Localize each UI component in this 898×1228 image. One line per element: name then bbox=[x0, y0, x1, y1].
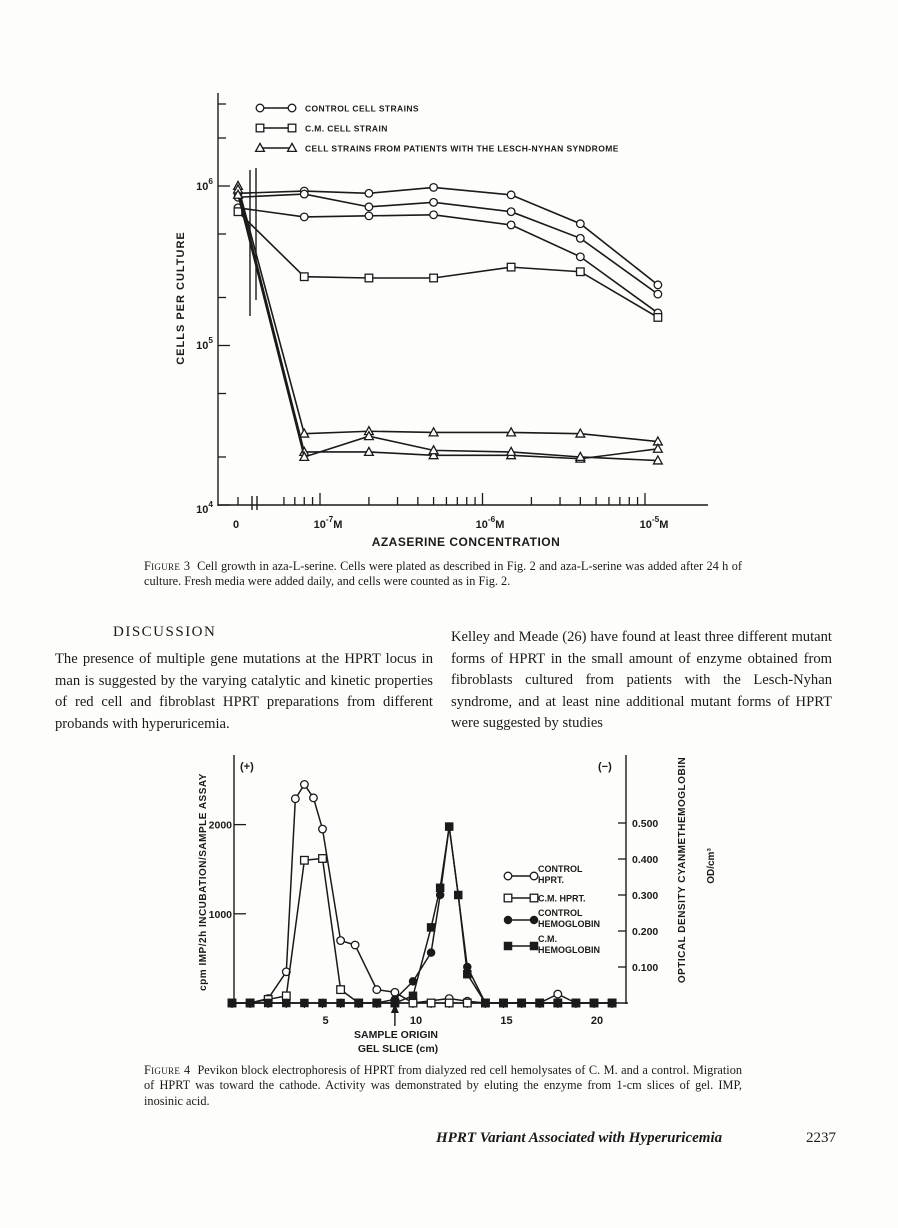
figure-3-caption bbox=[144, 559, 742, 590]
circle-point bbox=[577, 253, 585, 261]
square-point bbox=[300, 273, 308, 281]
filled-square-point bbox=[446, 823, 453, 830]
x-tick-label: 20 bbox=[590, 1015, 604, 1027]
x-tick-label: 5 bbox=[322, 1015, 329, 1027]
legend-marker bbox=[504, 916, 511, 923]
x-tick-label-unit: M bbox=[333, 519, 343, 531]
open-square-point bbox=[427, 999, 435, 1007]
circle-point bbox=[430, 184, 438, 192]
figure-4-plus-label: (+) bbox=[240, 761, 254, 773]
circle-point bbox=[507, 208, 515, 216]
series-line bbox=[238, 212, 658, 318]
figure-4-chart bbox=[0, 740, 898, 1065]
legend-marker bbox=[530, 942, 537, 949]
circle-point bbox=[365, 189, 373, 197]
figure-4-caption-text: Pevikon block electrophoresis of HPRT from dialyzed red cell hemolysates of C. M. and a control. Migration of HPRT was toward the cathode. Activity was demonstrated by eluting the enzyme from 1-cm slices of gel. IMP, inosinic acid. bbox=[144, 1063, 742, 1108]
x-tick-label-unit: M bbox=[659, 519, 669, 531]
right-y2-tick-label: 0.300 bbox=[632, 890, 659, 902]
legend-marker bbox=[530, 916, 537, 923]
x-tick-label: 10 bbox=[409, 1015, 423, 1027]
filled-square-point bbox=[373, 999, 380, 1006]
page-number: 2237 bbox=[806, 1130, 836, 1146]
running-title: HPRT Variant Associated with Hyperuricemia bbox=[436, 1130, 723, 1146]
figure-3-caption-text: Cell growth in aza-L-serine. Cells were plated as described in Fig. 2 and aza-L-serine was added after 24 h of culture. Fresh media were added daily, and cells were counted as in Fig. 2. bbox=[144, 559, 742, 589]
figure-3-axes bbox=[196, 93, 708, 531]
legend-label: CONTROL CELL STRAINS bbox=[305, 103, 419, 114]
open-circle-point bbox=[292, 795, 300, 803]
x-tick-label-exponent: -6 bbox=[487, 514, 496, 524]
legend-marker bbox=[288, 104, 296, 112]
figure-3-chart bbox=[0, 0, 898, 560]
legend-label: C.M. CELL STRAIN bbox=[305, 123, 388, 134]
figure-4-legend bbox=[504, 864, 600, 955]
circle-point bbox=[577, 235, 585, 243]
circle-point bbox=[300, 213, 308, 221]
circle-point bbox=[365, 203, 373, 211]
legend-label: HEMOGLOBIN bbox=[538, 919, 600, 929]
filled-square-point bbox=[518, 999, 525, 1006]
open-circle-point bbox=[351, 941, 359, 949]
figure-4-caption bbox=[144, 1063, 742, 1109]
x-tick-label-unit: M bbox=[495, 519, 505, 531]
filled-square-point bbox=[247, 999, 254, 1006]
open-circle-point bbox=[373, 986, 381, 994]
filled-square-point bbox=[337, 999, 344, 1006]
filled-square-point bbox=[265, 999, 272, 1006]
circle-point bbox=[507, 191, 515, 199]
left-y-tick-label: 1000 bbox=[208, 908, 232, 921]
y-tick-label-exponent: 4 bbox=[208, 499, 213, 509]
filled-square-point bbox=[391, 999, 398, 1006]
figure-4-y2-axis-label: OPTICAL DENSITY CYANMETHEMOGLOBIN bbox=[677, 756, 688, 984]
figure-3-caption-label: Figure 3 bbox=[144, 559, 191, 573]
filled-square-point bbox=[572, 999, 579, 1006]
open-square-point bbox=[445, 999, 453, 1007]
square-point bbox=[577, 268, 585, 276]
series-line bbox=[238, 187, 658, 284]
legend-marker bbox=[530, 894, 538, 902]
open-circle-point bbox=[301, 781, 309, 789]
y-tick-label: $10^5$ bbox=[196, 335, 213, 352]
figure-3-series bbox=[234, 181, 663, 464]
circle-point bbox=[430, 211, 438, 219]
open-square-point bbox=[464, 999, 472, 1007]
legend-label: CONTROL bbox=[538, 864, 583, 874]
legend-marker bbox=[256, 124, 264, 132]
figure-3-legend bbox=[256, 104, 619, 154]
discussion-column-left: The presence of multiple gene mutations at the HPRT locus in man is suggested by the varying catalytic and kinetic properties of red cell and fibroblast HPRT preparations from different probands with hyperuricemia. bbox=[55, 651, 433, 732]
square-point bbox=[234, 208, 242, 216]
open-square-point bbox=[409, 999, 417, 1007]
x-tick-label: $10^{-5}M$ bbox=[639, 514, 669, 531]
circle-point bbox=[654, 290, 662, 298]
circle-point bbox=[577, 220, 585, 228]
open-circle-point bbox=[319, 825, 327, 833]
legend-label: HEMOGLOBIN bbox=[538, 945, 600, 955]
filled-square-point bbox=[455, 891, 462, 898]
circle-point bbox=[365, 212, 373, 220]
right-y2-tick-label: 0.200 bbox=[632, 926, 659, 938]
y-tick-label: $10^4$ bbox=[196, 499, 213, 516]
open-square-point bbox=[283, 992, 291, 1000]
legend-label: HPRT. bbox=[538, 875, 565, 885]
discussion-column-right: Kelley and Meade (26) have found at least three different mutant forms of HPRT in the small amount of enzyme obtained from fibroblasts cultured from patients with the Lesch-Nyhan syndrome, and at least nine additional mutant forms of HPRT were suggested by studies bbox=[451, 629, 832, 731]
legend-marker bbox=[288, 124, 296, 132]
legend-label: CELL STRAINS FROM PATIENTS WITH THE LESCH-NYHAN SYNDROME bbox=[305, 143, 619, 154]
legend-marker bbox=[256, 104, 264, 112]
figure-3-x-axis-label: AZASERINE CONCENTRATION bbox=[371, 535, 561, 549]
filled-square-point bbox=[482, 999, 489, 1006]
figure-4-y-axis-label: cpm IMP/2h INCUBATION/SAMPLE ASSAY bbox=[198, 773, 209, 991]
figure-4-y2-unit: OD/cm³ bbox=[706, 848, 717, 884]
open-square-point bbox=[319, 855, 327, 863]
x-tick-label-exponent: -5 bbox=[651, 514, 660, 524]
legend-marker bbox=[530, 872, 538, 880]
filled-square-point bbox=[409, 992, 416, 999]
section-heading: DISCUSSION bbox=[113, 624, 217, 640]
y-tick-label-exponent: 6 bbox=[208, 176, 213, 186]
open-circle-point bbox=[337, 937, 345, 945]
filled-square-point bbox=[437, 884, 444, 891]
left-y-tick-label: 2000 bbox=[208, 819, 232, 832]
circle-point bbox=[654, 281, 662, 289]
filled-square-point bbox=[355, 999, 362, 1006]
y-tick-label-exponent: 5 bbox=[208, 335, 213, 345]
x-tick-label: 15 bbox=[500, 1015, 513, 1027]
filled-square-point bbox=[500, 999, 507, 1006]
circle-point bbox=[507, 221, 515, 229]
open-circle-point bbox=[391, 988, 399, 996]
square-point bbox=[365, 274, 373, 282]
square-point bbox=[654, 314, 662, 322]
legend-label: C.M. bbox=[538, 934, 557, 944]
filled-square-point bbox=[464, 971, 471, 978]
open-square-point bbox=[337, 986, 345, 994]
legend-label: CONTROL bbox=[538, 908, 583, 918]
open-circle-point bbox=[554, 990, 562, 998]
square-point bbox=[507, 263, 515, 271]
filled-square-point bbox=[428, 924, 435, 931]
circle-point bbox=[430, 199, 438, 207]
figure-4-caption-label: Figure 4 bbox=[144, 1063, 191, 1077]
figure-4-origin-label: SAMPLE ORIGIN bbox=[353, 1029, 439, 1041]
page-footer bbox=[436, 1130, 836, 1147]
filled-square-point bbox=[301, 999, 308, 1006]
figure-4-minus-label: (−) bbox=[598, 761, 612, 773]
figure-4-x-axis-label: GEL SLICE (cm) bbox=[357, 1043, 439, 1055]
legend-marker bbox=[504, 872, 512, 880]
right-y2-tick-label: 0.400 bbox=[632, 854, 659, 866]
open-square-point bbox=[301, 856, 309, 864]
figure-3-y-axis-label: CELLS PER CULTURE bbox=[175, 231, 187, 365]
y-tick-label: $10^6$ bbox=[196, 176, 213, 193]
right-y2-tick-label: 0.100 bbox=[632, 962, 659, 974]
square-point bbox=[430, 274, 438, 282]
legend-label: C.M. HPRT. bbox=[538, 893, 586, 904]
filled-circle-point bbox=[428, 949, 435, 956]
filled-square-point bbox=[228, 999, 235, 1006]
series-line bbox=[238, 186, 658, 442]
filled-square-point bbox=[536, 999, 543, 1006]
filled-square-point bbox=[319, 999, 326, 1006]
filled-square-point bbox=[590, 999, 597, 1006]
circle-point bbox=[300, 190, 308, 198]
series-line bbox=[238, 208, 658, 313]
right-y2-tick-label: 0.500 bbox=[632, 818, 659, 830]
x-tick-label: $10^{-6}M$ bbox=[475, 514, 505, 531]
x-tick-label: 0 bbox=[232, 519, 240, 531]
filled-square-point bbox=[554, 999, 561, 1006]
x-tick-label: $10^{-7}M$ bbox=[313, 514, 343, 531]
legend-marker bbox=[504, 942, 511, 949]
filled-square-point bbox=[283, 999, 290, 1006]
x-tick-label-exponent: -7 bbox=[325, 514, 334, 524]
legend-marker bbox=[504, 894, 512, 902]
open-circle-point bbox=[310, 794, 318, 802]
filled-square-point bbox=[609, 999, 616, 1006]
